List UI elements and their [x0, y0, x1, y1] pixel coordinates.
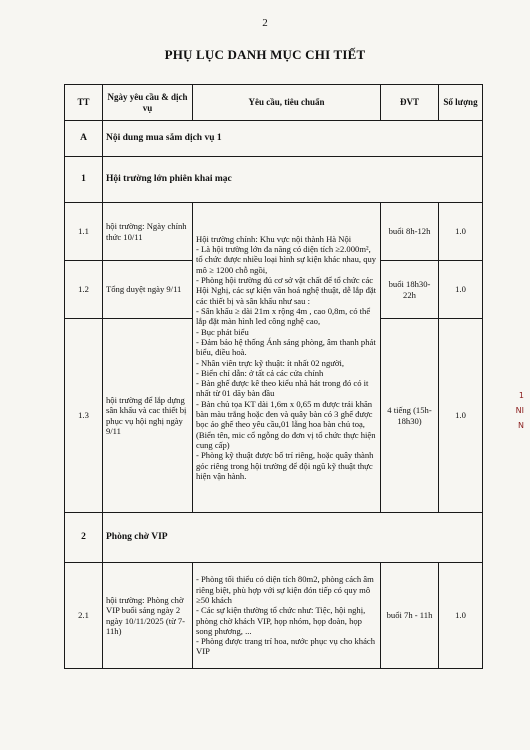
requirement-line: - Bục phát biểu [196, 326, 249, 337]
row-tt: 1.2 [65, 261, 103, 319]
section-1-row [65, 157, 483, 203]
margin-mark: 1 [518, 391, 524, 400]
detail-table [64, 84, 483, 669]
requirement-line: - Biển chỉ dẫn: ở tất cả các cửa chính [196, 367, 324, 378]
header-unit: ĐVT [381, 85, 439, 121]
requirement-line: - Đảm bảo hệ thống Ánh sáng phòng, âm thanh phát biểu, điều hoà. [196, 336, 376, 358]
requirement-line: - Phòng được trang trí hoa, nước phục vụ cho khách VIP [196, 636, 376, 657]
requirement-line: - Nhân viên trực kỹ thuật: ít nhất 02 người, [196, 357, 344, 368]
header-tt: TT [65, 85, 103, 121]
row-unit: 4 tiếng (15h-18h30) [381, 319, 439, 513]
requirements-cell [193, 203, 381, 513]
header-date-service: Ngày yêu cầu & dịch vụ [103, 85, 193, 121]
row-description: hội trường để lắp dựng sân khấu và cac thiết bị phục vụ hội nghị ngày 9/11 [103, 319, 193, 513]
requirement-line: - Phòng tối thiểu có diện tích 80m2, phòng cách âm riêng biệt, phù hợp với sự kiện đón tiếp có quy mô ≥50 khách [196, 574, 374, 605]
requirement-line: - Bàn ghế được kê theo kiểu nhà hát trong đó có it nhất từ 01 dãy bàn đầu [196, 378, 369, 399]
section-2-row [65, 513, 483, 563]
section-a-tt: A [65, 121, 103, 157]
row-unit: buổi 8h-12h [381, 203, 439, 261]
row-tt: 1.1 [65, 203, 103, 261]
page-title: PHỤ LỤC DANH MỤC CHI TIẾT [164, 47, 366, 62]
row-unit: buổi 18h30-22h [381, 261, 439, 319]
section-a-row [65, 121, 483, 157]
row-unit: buổi 7h - 11h [381, 563, 439, 669]
row-tt: 2.1 [65, 563, 103, 669]
header-row [65, 85, 483, 121]
header-requirements: Yêu cầu, tiêu chuẩn [193, 85, 381, 121]
margin-mark: N [518, 421, 524, 430]
table-row [65, 563, 483, 669]
header-quantity: Số lượng [439, 85, 483, 121]
section-2-tt: 2 [65, 513, 103, 563]
margin-mark: NI [515, 406, 524, 415]
table-row [65, 203, 483, 261]
requirement-line: - Là hội trường lớn đa năng có diện tích ≥2.000m², tổ chức được nhiều loại hình sự kiện khác nhau, quy mô ≥ 1200 chỗ ngồi, [196, 244, 377, 275]
requirements-cell [193, 563, 381, 669]
row-description: Tổng duyệt ngày 9/11 [103, 261, 193, 319]
section-2-label: Phòng chờ VIP [103, 513, 483, 563]
requirement-line: Hội trường chính: Khu vực nội thành Hà Nội [196, 233, 352, 244]
row-quantity: 1.0 [439, 261, 483, 319]
requirement-line: - Sân khấu ≥ dài 21m x rộng 4m , cao 0,8m, có thể lắp đặt màn hình led công nghệ cao, [196, 305, 371, 327]
page-number: 2 [262, 17, 268, 29]
row-tt: 1.3 [65, 319, 103, 513]
row-description: hội trường: Ngày chính thức 10/11 [103, 203, 193, 261]
row-quantity: 1.0 [439, 319, 483, 513]
section-1-label: Hội trường lớn phiên khai mạc [103, 157, 483, 203]
requirement-line: - Các sự kiện thường tổ chức như: Tiệc, hội nghị, phòng chờ khách VIP, họp nhóm, họp đoàn, họp song phương, ... [196, 605, 366, 636]
row-quantity: 1.0 [439, 563, 483, 669]
requirement-line: - Bàn chủ tọa KT dài 1,6m x 0,65 m được trải khăn bàn màu trắng hoặc đen và quây bàn có 3 ghế được bọc áo ghế theo yêu cầu,01 lẵng hoa bàn chủ toạ, (Biển tên, mic cổ ngỗng do đơn vị tổ chức thực hiện cung cấp) [196, 398, 376, 450]
requirement-line: - Phòng kỹ thuật được bố trí riêng, hoặc quây thành góc riêng trong hội trường để đội ngũ kỹ thuật thực hiện vận hành. [196, 450, 374, 481]
section-a-label: Nội dung mua sắm dịch vụ 1 [103, 121, 483, 157]
row-quantity: 1.0 [439, 203, 483, 261]
row-description: hội trường: Phòng chờ VIP buổi sáng ngày 2 ngày 10/11/2025 (từ 7-11h) [103, 563, 193, 669]
section-1-tt: 1 [65, 157, 103, 203]
requirement-line: - Phòng hội trường đủ cơ sở vật chất để tổ chức các Hội Nghị, các sự kiện văn hoá nghệ thuật, dễ lắp đặt các thiết bị và sân khấu như sau : [196, 275, 377, 306]
